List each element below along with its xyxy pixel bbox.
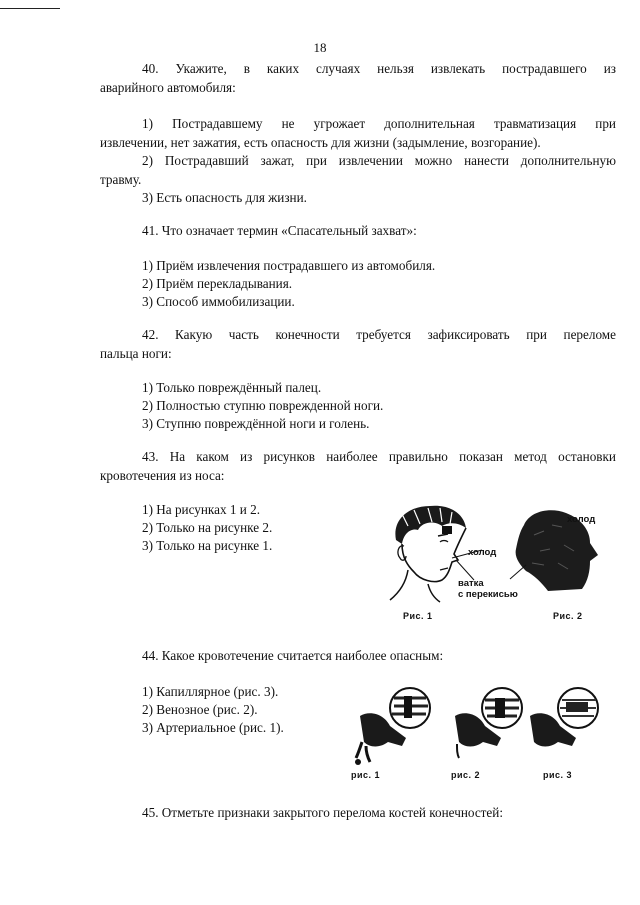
q42-question-line1: 42. Какую часть конечности требуется зафиксировать при переломе	[142, 327, 616, 342]
figure-caption-2: Рис. 2	[553, 611, 583, 621]
q43-question-line2: кровотечения из носа:	[100, 468, 225, 483]
bleeding-caption-3: рис. 3	[543, 770, 573, 780]
q43-question-line1: 43. На каком из рисунков наиболее правильно показан метод остановки	[142, 449, 616, 464]
q44-question: 44. Какое кровотечение считается наиболее опасным:	[142, 648, 444, 663]
figure-caption-1: Рис. 1	[403, 611, 433, 621]
top-rule	[0, 8, 60, 9]
label-cold-right: холод	[567, 514, 596, 525]
q40-answer-2-line1: 2) Пострадавший зажат, при извлечении можно нанести дополнительную	[142, 153, 616, 168]
q41-answer-1: 1) Приём извлечения пострадавшего из автомобиля.	[142, 258, 436, 273]
q43-answer-2: 2) Только на рисунке 2.	[142, 520, 273, 535]
q41-answer-2: 2) Приём перекладывания.	[142, 276, 293, 291]
q45-question: 45. Отметьте признаки закрытого перелома костей конечностей:	[142, 805, 504, 820]
q42-question-line2: пальца ноги:	[100, 346, 172, 361]
page-number: 18	[313, 40, 327, 55]
q40-answer-1-line2: извлечении, нет зажатия, есть опасность для жизни (задымление, возгорание).	[100, 135, 541, 150]
q44-answer-2: 2) Венозное (рис. 2).	[142, 702, 258, 717]
q40-question-line2: аварийного автомобиля:	[100, 80, 236, 95]
label-cold-left: холод	[468, 547, 497, 558]
q43-answer-3: 3) Только на рисунке 1.	[142, 538, 273, 553]
q42-answer-2: 2) Полностью ступню поврежденной ноги.	[142, 398, 384, 413]
label-cotton-line2: с перекисью	[458, 589, 518, 600]
q44-answer-3: 3) Артериальное (рис. 1).	[142, 720, 284, 735]
bleeding-caption-2: рис. 2	[451, 770, 481, 780]
q40-question-line1: 40. Укажите, в каких случаях нельзя извлекать пострадавшего из	[142, 61, 616, 76]
hand-illustration-3	[520, 686, 610, 766]
q43-answer-1: 1) На рисунках 1 и 2.	[142, 502, 261, 517]
q40-answer-2-line2: травму.	[100, 172, 142, 187]
q40-answer-3: 3) Есть опасность для жизни.	[142, 190, 307, 205]
label-cotton-line1: ватка	[458, 578, 484, 589]
hand-illustration-1	[350, 686, 440, 766]
q42-answer-3: 3) Ступню повреждённой ноги и голень.	[142, 416, 370, 431]
q42-answer-1: 1) Только повреждённый палец.	[142, 380, 322, 395]
q44-answer-1: 1) Капиллярное (рис. 3).	[142, 684, 279, 699]
q40-answer-1-line1: 1) Пострадавшему не угрожает дополнительная травматизация при	[142, 116, 616, 131]
q41-question: 41. Что означает термин «Спасательный захват»:	[142, 223, 417, 238]
bleeding-caption-1: рис. 1	[351, 770, 381, 780]
q41-answer-3: 3) Способ иммобилизации.	[142, 294, 295, 309]
